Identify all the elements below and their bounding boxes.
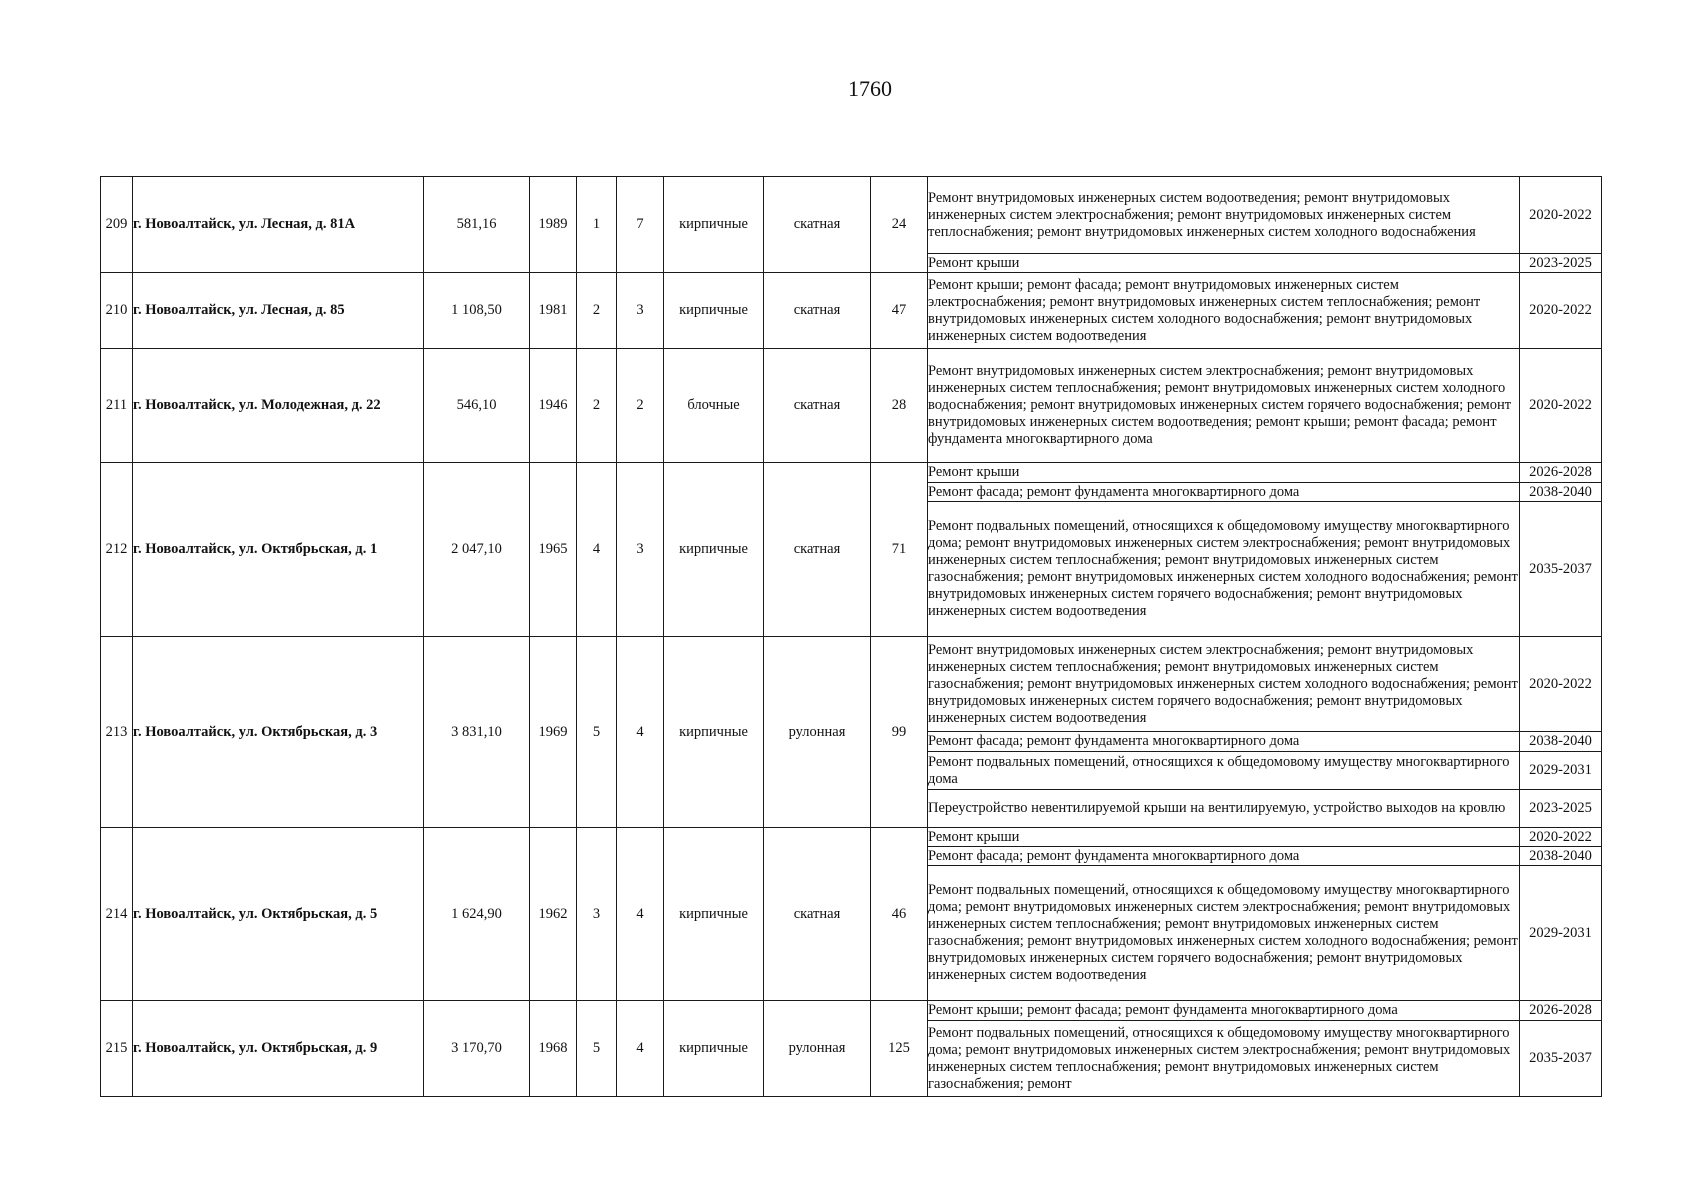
work-period-cell: 2038-2040 bbox=[1520, 483, 1602, 502]
row-number: 215 bbox=[101, 1001, 133, 1097]
work-period-cell: 2026-2028 bbox=[1520, 1001, 1602, 1021]
work-period-cell: 2023-2025 bbox=[1520, 254, 1602, 273]
row-number: 210 bbox=[101, 273, 133, 349]
apartments-cell: 71 bbox=[871, 463, 928, 637]
entrances-cell: 7 bbox=[617, 177, 664, 273]
entrances-cell: 4 bbox=[617, 828, 664, 1001]
work-description-cell: Ремонт подвальных помещений, относящихся к общедомовому имуществу многоквартирного дома; ремонт внутридомовых инженерных систем электроснабжения; ремонт внутридомовых инженерных систем теплоснабжения; ремонт внутридомовых инженерных систем газоснабжения; ремонт внутридомовых инженерных систем холодного водоснабжения; ремонт внутридомовых инженерных систем горячего водоснабжения; ремонт внутридомовых инженерных систем водоотведения bbox=[928, 502, 1520, 637]
work-description-cell: Ремонт подвальных помещений, относящихся к общедомовому имуществу многоквартирного дома; ремонт внутридомовых инженерных систем электроснабжения; ремонт внутридомовых инженерных систем теплоснабжения; ремонт внутридомовых инженерных систем газоснабжения; ремонт внутридомовых инженерных систем холодного водоснабжения; ремонт внутридомовых инженерных систем горячего водоснабжения; ремонт внутридомовых инженерных систем водоотведения bbox=[928, 866, 1520, 1001]
table-row bbox=[101, 828, 1602, 847]
wall-material-cell: кирпичные bbox=[664, 273, 764, 349]
area-cell: 3 831,10 bbox=[424, 637, 530, 828]
apartments-cell: 125 bbox=[871, 1001, 928, 1097]
roof-type-cell: скатная bbox=[764, 349, 871, 463]
repair-program-table bbox=[100, 176, 1602, 1097]
work-description-cell: Ремонт крыши; ремонт фасада; ремонт внутридомовых инженерных систем электроснабжения; ремонт внутридомовых инженерных систем теплоснабжения; ремонт внутридомовых инженерных систем холодного водоснабжения; ремонт внутридомовых инженерных систем водоотведения bbox=[928, 273, 1520, 349]
work-period-cell: 2020-2022 bbox=[1520, 273, 1602, 349]
year-cell: 1968 bbox=[530, 1001, 577, 1097]
area-cell: 1 624,90 bbox=[424, 828, 530, 1001]
table-row bbox=[101, 1001, 1602, 1021]
area-cell: 2 047,10 bbox=[424, 463, 530, 637]
table-row bbox=[101, 637, 1602, 732]
work-period-cell: 2020-2022 bbox=[1520, 177, 1602, 254]
year-cell: 1981 bbox=[530, 273, 577, 349]
row-number: 212 bbox=[101, 463, 133, 637]
address-cell: г. Новоалтайск, ул. Октябрьская, д. 1 bbox=[133, 463, 424, 637]
floors-cell: 3 bbox=[577, 828, 617, 1001]
entrances-cell: 4 bbox=[617, 637, 664, 828]
work-period-cell: 2038-2040 bbox=[1520, 732, 1602, 752]
apartments-cell: 46 bbox=[871, 828, 928, 1001]
work-period-cell: 2020-2022 bbox=[1520, 828, 1602, 847]
row-number: 211 bbox=[101, 349, 133, 463]
work-period-cell: 2029-2031 bbox=[1520, 752, 1602, 790]
entrances-cell: 3 bbox=[617, 463, 664, 637]
floors-cell: 4 bbox=[577, 463, 617, 637]
work-period-cell: 2023-2025 bbox=[1520, 790, 1602, 828]
entrances-cell: 3 bbox=[617, 273, 664, 349]
address-cell: г. Новоалтайск, ул. Октябрьская, д. 3 bbox=[133, 637, 424, 828]
year-cell: 1969 bbox=[530, 637, 577, 828]
wall-material-cell: кирпичные bbox=[664, 1001, 764, 1097]
apartments-cell: 47 bbox=[871, 273, 928, 349]
year-cell: 1946 bbox=[530, 349, 577, 463]
address-cell: г. Новоалтайск, ул. Лесная, д. 81А bbox=[133, 177, 424, 273]
area-cell: 1 108,50 bbox=[424, 273, 530, 349]
wall-material-cell: кирпичные bbox=[664, 463, 764, 637]
table-row bbox=[101, 349, 1602, 463]
work-description-cell: Ремонт фасада; ремонт фундамента многоквартирного дома bbox=[928, 732, 1520, 752]
floors-cell: 1 bbox=[577, 177, 617, 273]
roof-type-cell: рулонная bbox=[764, 1001, 871, 1097]
area-cell: 546,10 bbox=[424, 349, 530, 463]
work-description-cell: Ремонт внутридомовых инженерных систем электроснабжения; ремонт внутридомовых инженерных систем теплоснабжения; ремонт внутридомовых инженерных систем газоснабжения; ремонт внутридомовых инженерных систем холодного водоснабжения; ремонт внутридомовых инженерных систем горячего водоснабжения; ремонт внутридомовых инженерных систем водоотведения bbox=[928, 637, 1520, 732]
work-period-cell: 2029-2031 bbox=[1520, 866, 1602, 1001]
area-cell: 3 170,70 bbox=[424, 1001, 530, 1097]
apartments-cell: 24 bbox=[871, 177, 928, 273]
address-cell: г. Новоалтайск, ул. Октябрьская, д. 5 bbox=[133, 828, 424, 1001]
floors-cell: 2 bbox=[577, 273, 617, 349]
wall-material-cell: кирпичные bbox=[664, 828, 764, 1001]
row-number: 214 bbox=[101, 828, 133, 1001]
work-period-cell: 2020-2022 bbox=[1520, 637, 1602, 732]
address-cell: г. Новоалтайск, ул. Октябрьская, д. 9 bbox=[133, 1001, 424, 1097]
address-cell: г. Новоалтайск, ул. Лесная, д. 85 bbox=[133, 273, 424, 349]
apartments-cell: 28 bbox=[871, 349, 928, 463]
work-description-cell: Ремонт фасада; ремонт фундамента многоквартирного дома bbox=[928, 847, 1520, 866]
year-cell: 1989 bbox=[530, 177, 577, 273]
work-period-cell: 2020-2022 bbox=[1520, 349, 1602, 463]
roof-type-cell: скатная bbox=[764, 273, 871, 349]
work-period-cell: 2035-2037 bbox=[1520, 1021, 1602, 1097]
work-description-cell: Ремонт фасада; ремонт фундамента многоквартирного дома bbox=[928, 483, 1520, 502]
row-number: 213 bbox=[101, 637, 133, 828]
address-cell: г. Новоалтайск, ул. Молодежная, д. 22 bbox=[133, 349, 424, 463]
floors-cell: 2 bbox=[577, 349, 617, 463]
page-number: 1760 bbox=[848, 76, 892, 101]
row-number: 209 bbox=[101, 177, 133, 273]
roof-type-cell: рулонная bbox=[764, 637, 871, 828]
wall-material-cell: кирпичные bbox=[664, 177, 764, 273]
work-description-cell: Ремонт крыши bbox=[928, 463, 1520, 483]
wall-material-cell: блочные bbox=[664, 349, 764, 463]
floors-cell: 5 bbox=[577, 637, 617, 828]
entrances-cell: 2 bbox=[617, 349, 664, 463]
work-description-cell: Ремонт внутридомовых инженерных систем электроснабжения; ремонт внутридомовых инженерных систем теплоснабжения; ремонт внутридомовых инженерных систем холодного водоснабжения; ремонт внутридомовых инженерных систем горячего водоснабжения; ремонт внутридомовых инженерных систем водоотведения; ремонт крыши; ремонт фасада; ремонт фундамента многоквартирного дома bbox=[928, 349, 1520, 463]
work-description-cell: Ремонт крыши bbox=[928, 828, 1520, 847]
roof-type-cell: скатная bbox=[764, 177, 871, 273]
work-description-cell: Ремонт крыши; ремонт фасада; ремонт фундамента многоквартирного дома bbox=[928, 1001, 1520, 1021]
floors-cell: 5 bbox=[577, 1001, 617, 1097]
table-row bbox=[101, 177, 1602, 254]
wall-material-cell: кирпичные bbox=[664, 637, 764, 828]
roof-type-cell: скатная bbox=[764, 463, 871, 637]
table-row bbox=[101, 463, 1602, 483]
work-description-cell: Ремонт подвальных помещений, относящихся к общедомовому имуществу многоквартирного дома; ремонт внутридомовых инженерных систем электроснабжения; ремонт внутридомовых инженерных систем теплоснабжения; ремонт внутридомовых инженерных систем газоснабжения; ремонт bbox=[928, 1021, 1520, 1097]
year-cell: 1962 bbox=[530, 828, 577, 1001]
work-period-cell: 2035-2037 bbox=[1520, 502, 1602, 637]
apartments-cell: 99 bbox=[871, 637, 928, 828]
entrances-cell: 4 bbox=[617, 1001, 664, 1097]
table-row bbox=[101, 273, 1602, 349]
work-period-cell: 2038-2040 bbox=[1520, 847, 1602, 866]
year-cell: 1965 bbox=[530, 463, 577, 637]
area-cell: 581,16 bbox=[424, 177, 530, 273]
roof-type-cell: скатная bbox=[764, 828, 871, 1001]
work-description-cell: Переустройство невентилируемой крыши на вентилируемую, устройство выходов на кровлю bbox=[928, 790, 1520, 828]
work-description-cell: Ремонт подвальных помещений, относящихся к общедомовому имуществу многоквартирного дома bbox=[928, 752, 1520, 790]
work-description-cell: Ремонт крыши bbox=[928, 254, 1520, 273]
work-description-cell: Ремонт внутридомовых инженерных систем водоотведения; ремонт внутридомовых инженерных систем электроснабжения; ремонт внутридомовых инженерных систем теплоснабжения; ремонт внутридомовых инженерных систем холодного водоснабжения bbox=[928, 177, 1520, 254]
work-period-cell: 2026-2028 bbox=[1520, 463, 1602, 483]
